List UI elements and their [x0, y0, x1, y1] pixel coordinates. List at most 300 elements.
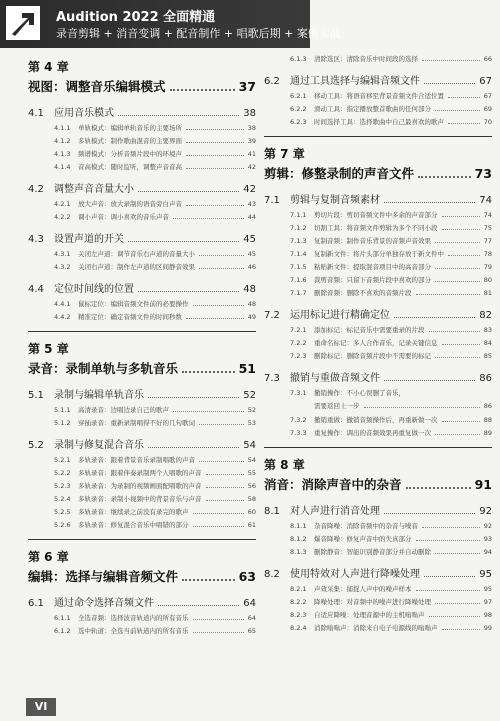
- toc-section-leader: [138, 191, 239, 192]
- toc-subsection-page: 61: [247, 521, 256, 529]
- toc-subsection-number: 5.1.1: [54, 406, 71, 414]
- toc-section[interactable]: [28, 180, 256, 195]
- toc-subsection-page: 58: [247, 495, 256, 503]
- toc-subsection[interactable]: [28, 418, 256, 427]
- toc-section-title: 录制与编辑单轨音乐: [54, 390, 144, 401]
- toc-subsection[interactable]: [264, 351, 492, 360]
- toc-subsection[interactable]: [28, 520, 256, 529]
- toc-subsection-leader: [199, 424, 244, 425]
- toc-subsection-number: 5.2.2: [54, 469, 71, 477]
- toc-subsection-number: 5.2.3: [54, 482, 71, 490]
- toc-subsection-page: 74: [483, 211, 492, 219]
- toc-subsection[interactable]: [264, 428, 492, 437]
- toc-subsection-title: 滑动工具：指定播放整首歌曲的任何部分: [314, 105, 431, 113]
- chapter-title-text: 消音：消除声音中的杂音: [264, 477, 402, 492]
- chapter-title[interactable]: [264, 164, 492, 182]
- toc-subsection-page: 55: [247, 469, 256, 477]
- toc-subsection-leader: [199, 255, 244, 256]
- toc-subsection-number: 8.2.1: [290, 585, 307, 593]
- toc-subsection[interactable]: [264, 610, 492, 619]
- toc-subsection-page: 89: [483, 429, 492, 437]
- toc-section-number: 6.2: [264, 76, 280, 87]
- toc-subsection[interactable]: [264, 91, 492, 100]
- toc-subsection[interactable]: [264, 534, 492, 543]
- toc-subsection-number: 7.1.6: [290, 276, 307, 284]
- toc-subsection-leader: [416, 540, 480, 541]
- toc-subsection-leader: [422, 527, 480, 528]
- toc-section-leader: [148, 397, 239, 398]
- chapter-page: 91: [474, 477, 492, 492]
- toc-subsection[interactable]: [264, 388, 492, 397]
- toc-subsection[interactable]: [264, 415, 492, 424]
- toc-section-page: 42: [243, 184, 256, 195]
- toc-subsection-page: 48: [247, 300, 256, 308]
- toc-section-leader: [384, 202, 475, 203]
- toc-subsection[interactable]: [28, 136, 256, 145]
- toc-section-page: 95: [479, 569, 492, 580]
- toc-subsection[interactable]: [28, 249, 256, 258]
- toc-section-title: 对人声进行消音处理: [290, 506, 380, 517]
- toc-subsection-leader: [422, 60, 480, 61]
- chapter-title-text: 剪辑：修整录制的声音文件: [264, 166, 415, 181]
- chapter-title[interactable]: [28, 77, 256, 95]
- toc-subsection-leader: [186, 318, 244, 319]
- toc-subsection-title: 穿插录音：重新录制唱得不好的几句歌词: [78, 419, 195, 427]
- toc-subsection-number: 4.3.1: [54, 250, 71, 258]
- toc-subsection-page: 45: [247, 250, 256, 258]
- book-header: [0, 0, 500, 48]
- toc-subsection[interactable]: [264, 262, 492, 271]
- toc-subsection-title: 自适应降噪：处理音源中的主机嗡嗡声: [314, 611, 425, 619]
- toc-section[interactable]: [28, 436, 256, 451]
- toc-subsection[interactable]: [28, 212, 256, 221]
- toc-subsection[interactable]: [264, 104, 492, 113]
- toc-subsection-leader: [442, 629, 480, 630]
- toc-subsection-leader: [435, 268, 480, 269]
- toc-subsection-title: 删除音频：删除不喜欢的音频片段: [314, 289, 412, 297]
- toc-section[interactable]: [28, 594, 256, 609]
- toc-subsection-leader: [429, 331, 480, 332]
- toc-subsection[interactable]: [264, 54, 492, 63]
- toc-subsection-page: 56: [247, 482, 256, 490]
- book-logo: [6, 6, 40, 40]
- toc-section-leader: [128, 241, 239, 242]
- toc-section-page: 67: [479, 76, 492, 87]
- chapter-page: 51: [238, 361, 256, 376]
- toc-subsection-page: 88: [483, 416, 492, 424]
- toc-section-page: 52: [243, 390, 256, 401]
- toc-subsection-page: 53: [247, 419, 256, 427]
- page-number: VI: [26, 698, 56, 716]
- toc-section[interactable]: [28, 280, 256, 295]
- toc-subsection-page: 54: [247, 456, 256, 464]
- toc-subsection[interactable]: [264, 325, 492, 334]
- toc-section-title: 定位时间线的位置: [54, 284, 134, 295]
- toc-section[interactable]: [28, 230, 256, 245]
- toc-subsection-number: 6.2.1: [290, 92, 307, 100]
- toc-subsection-number: 7.1.7: [290, 289, 307, 297]
- toc-subsection-leader: [193, 632, 244, 633]
- toc-subsection-title: 全选音频：选择波音轨道内的所有音乐: [78, 614, 189, 622]
- toc-subsection-leader: [448, 97, 480, 98]
- toc-subsection-number: 7.2.1: [290, 326, 307, 334]
- toc-subsection-cont[interactable]: [264, 401, 492, 411]
- toc-section-leader: [424, 576, 475, 577]
- toc-subsection-leader: [435, 434, 480, 435]
- toc-subsection-title: 单轨模式：编辑单轨音乐的主要场所: [78, 124, 182, 132]
- toc-subsection-cont-leader: [364, 407, 480, 408]
- chapter-title-text: 视图：调整音乐编辑模式: [28, 79, 166, 94]
- toc-subsection-page: 78: [483, 250, 492, 258]
- toc-section-title: 设置声道的开关: [54, 234, 124, 245]
- toc-section[interactable]: [264, 306, 492, 321]
- toc-subsection-title: 多轨录音：录制小视频中的背景音乐与声音: [78, 495, 202, 503]
- toc-subsection-number: 5.2.4: [54, 495, 71, 503]
- chapter-leader: [182, 371, 235, 373]
- toc-subsection-number: 8.1.2: [290, 535, 307, 543]
- toc-subsection-leader: [442, 229, 480, 230]
- toc-subsection-leader: [186, 155, 244, 156]
- toc-section-page: 54: [243, 440, 256, 451]
- toc-subsection-title: 关闭左声道：调节音乐右声道的音量大小: [78, 250, 195, 258]
- chapter-divider: [28, 539, 256, 540]
- toc-section-leader: [148, 447, 239, 448]
- toc-subsection-leader: [199, 461, 244, 462]
- toc-subsection-title: 消除嗡嗡声：消除来自电子电源线的嗡嗡声: [314, 624, 438, 632]
- toc-subsection-page: 97: [483, 598, 492, 606]
- chapter-title-text: 编辑：选择与编辑音频文件: [28, 569, 179, 584]
- toc-subsection-number: 8.1.3: [290, 548, 307, 556]
- toc-subsection-title: 撤销操作：不小心误删了音乐，: [314, 389, 405, 397]
- toc-section-title: 应用音乐模式: [54, 108, 114, 119]
- toc-section-number: 7.3: [264, 373, 280, 384]
- toc-subsection[interactable]: [264, 338, 492, 347]
- toc-subsection[interactable]: [28, 507, 256, 516]
- toc-subsection-number: 8.2.3: [290, 611, 307, 619]
- toc-subsection-page: 85: [483, 352, 492, 360]
- toc-subsection-title: 切割工具：将音频文件剪辑为多个不同小段: [314, 224, 438, 232]
- toc-section[interactable]: [264, 369, 492, 384]
- toc-section[interactable]: [264, 191, 492, 206]
- toc-section-title: 运用标记进行精确定位: [290, 310, 390, 321]
- toc-subsection-title: 精准定位：确定音频文件的时间秒数: [78, 313, 182, 321]
- toc-subsection[interactable]: [264, 547, 492, 556]
- toc-subsection-title: 移动工具：将语音移至背景音频文件合适位置: [314, 92, 444, 100]
- toc-subsection-number: 7.1.2: [290, 224, 307, 232]
- toc-section-title: 通过命令选择音频文件: [54, 598, 154, 609]
- toc-subsection-page: 95: [483, 585, 492, 593]
- toc-subsection[interactable]: [28, 162, 256, 171]
- toc-section-number: 7.2: [264, 310, 280, 321]
- toc-subsection-number: 5.2.1: [54, 456, 71, 464]
- toc-section-number: 4.4: [28, 284, 44, 295]
- toc-subsection-page: 93: [483, 535, 492, 543]
- toc-subsection-page: 52: [247, 406, 256, 414]
- toc-section-number: 8.2: [264, 569, 280, 580]
- toc-subsection-leader: [442, 216, 480, 217]
- toc-section-number: 5.2: [28, 440, 44, 451]
- toc-subsection[interactable]: [264, 288, 492, 297]
- toc-subsection-page: 75: [483, 224, 492, 232]
- toc-subsection-number: 4.3.2: [54, 263, 71, 271]
- toc-subsection-title: 多轨模式：制作歌曲混音的主要界面: [78, 137, 182, 145]
- toc-subsection[interactable]: [28, 626, 256, 635]
- toc-subsection[interactable]: [264, 597, 492, 606]
- toc-subsection-leader: [442, 344, 480, 345]
- toc-section-page: 82: [479, 310, 492, 321]
- chapter-leader: [170, 89, 235, 91]
- toc-subsection-page: 43: [247, 200, 256, 208]
- toc-subsection-page: 42: [247, 163, 256, 171]
- chapter-title[interactable]: [264, 475, 492, 493]
- toc-subsection[interactable]: [28, 199, 256, 208]
- toc-section-leader: [138, 291, 239, 292]
- toc-subsection[interactable]: [28, 481, 256, 490]
- toc-subsection-leader: [448, 123, 480, 124]
- toc-subsection-number: 6.2.2: [290, 105, 307, 113]
- toc-subsection-number: 4.1.3: [54, 150, 71, 158]
- toc-subsection-title: 多轨录音：跟着伴奏录制两个人唱歌的声音: [78, 469, 202, 477]
- toc-subsection-title: 音高模式：随时监听，调整声音音高: [78, 163, 182, 171]
- toc-subsection-number: 4.1.2: [54, 137, 71, 145]
- toc-right-column: [264, 50, 492, 632]
- toc-subsection-leader: [448, 255, 480, 256]
- arrow-logo-icon: [6, 6, 40, 40]
- chapter-number: 第 7 章: [264, 147, 305, 161]
- toc-subsection-title: 删除静音：智能识别静音部分并自动删除: [314, 548, 431, 556]
- toc-section-number: 7.1: [264, 195, 280, 206]
- toc-section-title: 使用特效对人声进行降噪处理: [290, 569, 420, 580]
- toc-subsection-title: 时间选择工具：选择歌曲中自己最喜欢的歌声: [314, 118, 444, 126]
- toc-subsection-page: 41: [247, 150, 256, 158]
- toc-subsection-title: 放大声音：放大录制的语音旁白声音: [78, 200, 182, 208]
- toc-subsection-number: 7.3.1: [290, 389, 307, 397]
- toc-subsection-title: 添加标记：标记音乐中需要重录的片段: [314, 326, 425, 334]
- toc-subsection-leader: [193, 526, 244, 527]
- toc-left-column: [28, 50, 256, 635]
- toc-subsection-page: 67: [483, 92, 492, 100]
- toc-section-page: 45: [243, 234, 256, 245]
- toc-subsection[interactable]: [28, 455, 256, 464]
- toc-subsection-page: 39: [247, 137, 256, 145]
- toc-subsection[interactable]: [264, 210, 492, 219]
- toc-section-page: 86: [479, 373, 492, 384]
- toc-subsection-leader: [199, 268, 244, 269]
- toc-section-number: 8.1: [264, 506, 280, 517]
- toc-subsection-title: 复制新文件：将片头部分单独存放于新文件中: [314, 250, 444, 258]
- toc-subsection-title: 多轨录音：修复混合音乐中唱错的部分: [78, 521, 189, 529]
- toc-subsection-page: 66: [483, 55, 492, 63]
- toc-subsection-number: 6.1.2: [54, 627, 71, 635]
- toc-subsection-leader: [206, 487, 244, 488]
- toc-section-number: 4.2: [28, 184, 44, 195]
- toc-subsection-number: 6.2.3: [290, 118, 307, 126]
- chapter-leader: [418, 176, 471, 178]
- toc-subsection-number: 8.1.1: [290, 522, 307, 530]
- toc-subsection[interactable]: [28, 468, 256, 477]
- toc-subsection-title: 频谱模式：分析音频片段中的环境声: [78, 150, 182, 158]
- toc-subsection[interactable]: [28, 613, 256, 622]
- toc-subsection-page: 92: [483, 522, 492, 530]
- toc-subsection-leader: [435, 242, 480, 243]
- toc-section[interactable]: [264, 502, 492, 517]
- toc-subsection[interactable]: [28, 405, 256, 414]
- toc-subsection[interactable]: [264, 584, 492, 593]
- toc-section-title: 撤销与重做音频文件: [290, 373, 380, 384]
- toc-subsection-number: 7.2.3: [290, 352, 307, 360]
- toc-subsection-number: 7.3.2: [290, 416, 307, 424]
- toc-subsection[interactable]: [264, 117, 492, 126]
- toc-section-title: 调整声音音量大小: [54, 184, 134, 195]
- toc-subsection-page: 94: [483, 548, 492, 556]
- toc-subsection-page: 77: [483, 237, 492, 245]
- toc-subsection-page: 79: [483, 263, 492, 271]
- toc-subsection-number: 5.1.2: [54, 419, 71, 427]
- toc-subsection-number: 4.1.4: [54, 163, 71, 171]
- toc-section-leader: [384, 513, 475, 514]
- toc-subsection[interactable]: [28, 312, 256, 321]
- toc-subsection-page: 44: [247, 213, 256, 221]
- toc-subsection-number: 4.1.1: [54, 124, 71, 132]
- toc-subsection[interactable]: [264, 275, 492, 284]
- chapter-title[interactable]: [28, 567, 256, 585]
- toc-section-page: 38: [243, 108, 256, 119]
- toc-section-leader: [158, 605, 239, 606]
- toc-subsection-leader: [435, 281, 480, 282]
- toc-subsection-leader: [173, 411, 244, 412]
- toc-section-number: 6.1: [28, 598, 44, 609]
- toc-subsection-leader: [442, 421, 480, 422]
- toc-section-leader: [424, 83, 475, 84]
- chapter-number: 第 6 章: [28, 550, 69, 564]
- toc-subsection-title: 杂音降噪：消除音频中的杂音与噪音: [314, 522, 418, 530]
- toc-subsection-leader: [186, 129, 244, 130]
- chapter-number: 第 4 章: [28, 60, 69, 74]
- toc-subsection-title: 重命名标记：多人合作音乐，记录关键信息: [314, 339, 438, 347]
- toc-subsection[interactable]: [28, 149, 256, 158]
- toc-subsection-page: 38: [247, 124, 256, 132]
- toc-subsection-title: 鼠标定位：编辑音频文件前的必要操作: [78, 300, 189, 308]
- toc-subsection-title: 剪切片段：剪切音频文件中多余的声音部分: [314, 211, 438, 219]
- toc-subsection-number: 8.2.2: [290, 598, 307, 606]
- toc-subsection-leader: [193, 513, 244, 514]
- toc-subsection-number: 7.1.1: [290, 211, 307, 219]
- toc-subsection[interactable]: [264, 521, 492, 530]
- toc-section-page: 92: [479, 506, 492, 517]
- toc-subsection-page: 99: [483, 624, 492, 632]
- book-title: Audition 2022 全面精通: [56, 10, 216, 25]
- toc-subsection-title: 多轨录音：继续录之前没有录完的歌声: [78, 508, 189, 516]
- toc-section[interactable]: [28, 104, 256, 119]
- toc-subsection-number: 7.1.5: [290, 263, 307, 271]
- toc-subsection-page: 81: [483, 289, 492, 297]
- toc-subsection[interactable]: [264, 623, 492, 632]
- toc-subsection-title: 重复操作：调出的音频效果再重复做一次: [314, 429, 431, 437]
- toc-section-number: 5.1: [28, 390, 44, 401]
- toc-section-title: 录制与修复混合音乐: [54, 440, 144, 451]
- toc-subsection[interactable]: [28, 299, 256, 308]
- toc-subsection[interactable]: [264, 249, 492, 258]
- toc-subsection[interactable]: [28, 262, 256, 271]
- toc-section-page: 64: [243, 598, 256, 609]
- toc-subsection-leader: [173, 218, 244, 219]
- toc-subsection-title: 清除选区：清除音乐中时间段的选择: [314, 55, 418, 63]
- toc-subsection-leader: [435, 110, 480, 111]
- toc-subsection-page: 98: [483, 611, 492, 619]
- toc-subsection[interactable]: [264, 223, 492, 232]
- toc-subsection-title: 复制音频：制作音乐背景的音频声音效果: [314, 237, 431, 245]
- toc-subsection-leader: [416, 294, 480, 295]
- toc-subsection-number: 7.1.4: [290, 250, 307, 258]
- toc-subsection-leader: [186, 168, 244, 169]
- toc-subsection-page: 69: [483, 105, 492, 113]
- toc-subsection-page: 60: [247, 508, 256, 516]
- toc-subsection-title: 调小声音：调小喜欢的音乐声音: [78, 213, 169, 221]
- toc-section-title: 通过工具选择与编辑音频文件: [290, 76, 420, 87]
- toc-subsection-page: 70: [483, 118, 492, 126]
- toc-subsection-leader: [206, 500, 244, 501]
- chapter-page: 73: [474, 166, 492, 181]
- toc-subsection-page: 46: [247, 263, 256, 271]
- toc-subsection-leader: [429, 616, 480, 617]
- toc-subsection-number: 7.2.2: [290, 339, 307, 347]
- toc-section[interactable]: [264, 72, 492, 87]
- toc-subsection-number: 7.3.3: [290, 429, 307, 437]
- toc-subsection[interactable]: [28, 494, 256, 503]
- toc-subsection-title: 多轨录音：为录制的视频画面配唱歌的声音: [78, 482, 202, 490]
- toc-subsection[interactable]: [28, 123, 256, 132]
- toc-subsection-number: 4.2.1: [54, 200, 71, 208]
- toc-section-title: 剪辑与复制音频素材: [290, 195, 380, 206]
- toc-subsection-number: 4.4.1: [54, 300, 71, 308]
- toc-section-number: 4.1: [28, 108, 44, 119]
- toc-subsection-leader: [435, 357, 480, 358]
- toc-section-page: 48: [243, 284, 256, 295]
- book-subtitle: 录音剪辑 + 消音变调 + 配音制作 + 唱歌后期 + 案例实战: [56, 27, 341, 40]
- chapter-page: 63: [238, 569, 256, 584]
- chapter-title[interactable]: [28, 359, 256, 377]
- chapter-title-text: 录音：录制单轨与多轨音乐: [28, 361, 179, 376]
- toc-subsection-title: 爆音降噪：修复声音中的失真部分: [314, 535, 412, 543]
- toc-section[interactable]: [28, 386, 256, 401]
- toc-subsection-page: 49: [247, 313, 256, 321]
- chapter-page: 37: [238, 79, 256, 94]
- toc-section-page: 74: [479, 195, 492, 206]
- toc-subsection-number: 4.2.2: [54, 213, 71, 221]
- chapter-leader: [406, 487, 471, 489]
- toc-subsection[interactable]: [264, 236, 492, 245]
- toc-subsection-number: 6.1.1: [54, 614, 71, 622]
- toc-section[interactable]: [264, 565, 492, 580]
- chapter-leader: [182, 579, 235, 581]
- toc-subsection-number: 5.2.5: [54, 508, 71, 516]
- toc-subsection-cont-page: 86: [483, 402, 492, 410]
- toc-subsection-title: 粘贴新文件：提取混音项目中的高音部分: [314, 263, 431, 271]
- toc-subsection-number: 7.1.3: [290, 237, 307, 245]
- toc-subsection-number: 6.1.3: [290, 55, 307, 63]
- chapter-number: 第 8 章: [264, 458, 305, 472]
- toc-subsection-title: 删除标记：删除音频片段中不需要的标记: [314, 352, 431, 360]
- toc-subsection-page: 65: [247, 627, 256, 635]
- toc-subsection-title: 声效采集：捕捉人声中的噪声样本: [314, 585, 412, 593]
- toc-subsection-title: 降噪处理：对音频中的噪声进行降噪处理: [314, 598, 431, 606]
- toc-subsection-title: 选中轨道：全选当前轨道内的所有音乐: [78, 627, 189, 635]
- toc-subsection-leader: [186, 142, 244, 143]
- toc-subsection-page: 84: [483, 339, 492, 347]
- toc-section-leader: [384, 380, 475, 381]
- toc-subsection-leader: [435, 603, 480, 604]
- toc-subsection-leader: [193, 619, 244, 620]
